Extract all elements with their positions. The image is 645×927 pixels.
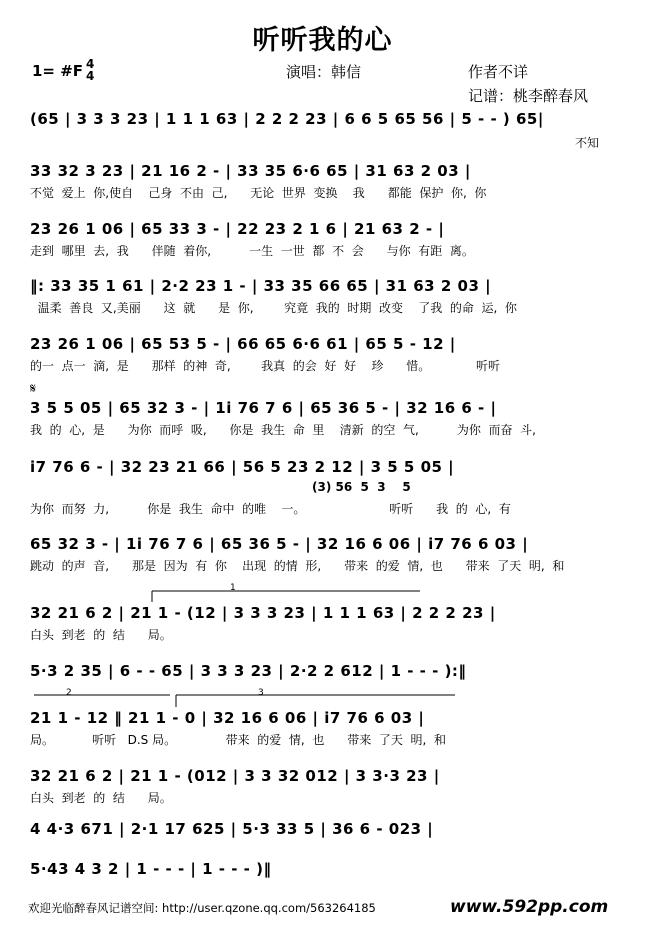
notes-line: ‖: 33 35 1 61 | 2·2 23 1 - | 33 35 66 65 | 31 63 2 03 | bbox=[30, 277, 492, 295]
segno-sign: 𝄋 bbox=[30, 381, 37, 397]
author-credit: 作者不详 bbox=[468, 63, 529, 81]
transcriber-credit: 记谱：桃李醉春风 bbox=[468, 87, 589, 105]
notes-line: 65 32 3 - | 1i 76 7 6 | 65 36 5 - | 32 16 6 06 | i7 76 6 03 | bbox=[30, 535, 529, 553]
notes-line: 4 4·3 671 | 2·1 17 625 | 5·3 33 5 | 36 6 - 023 | bbox=[30, 820, 434, 838]
lyrics-line: 为你 而努 力, 你是 我生 命中 的唯 一。 听听 我 的 心, 有 bbox=[30, 502, 511, 516]
lyrics-line: 温柔 善良 又,美丽 这 就 是 你, 究竟 我的 时期 改变 了我 的命 运, 你 bbox=[30, 301, 517, 315]
meter-bottom: 4 bbox=[86, 69, 95, 83]
volta-3-label: 3 bbox=[258, 688, 264, 698]
lyrics-line: 白头 到老 的 结 局。 bbox=[30, 628, 172, 642]
alternate-notes: (3) 56 5 3 5 bbox=[312, 480, 411, 494]
notes-line: 33 32 3 23 | 21 16 2 - | 33 35 6·6 65 | 31 63 2 03 | bbox=[30, 162, 471, 180]
notes-line: 21 1 - 12 ‖ 21 1 - 0 | 32 16 6 06 | i7 76 6 03 | bbox=[30, 709, 425, 727]
footer-text: 欢迎光临醉春风记谱空间: http://user.qzone.qq.com/563264185 bbox=[28, 901, 376, 915]
notes-line: i7 76 6 - | 32 23 21 66 | 56 5 23 2 12 | 3 5 5 05 | bbox=[30, 458, 455, 476]
notes-line: 3 5 5 05 | 65 32 3 - | 1i 76 7 6 | 65 36 5 - | 32 16 6 - | bbox=[30, 399, 497, 417]
notes-line: (65 | 3 3 3 23 | 1 1 1 63 | 2 2 2 23 | 6 6 5 65 56 | 5 - - ) 65| bbox=[30, 110, 544, 128]
notes-line: 23 26 1 06 | 65 53 5 - | 66 65 6·6 61 | 65 5 - 12 | bbox=[30, 335, 456, 353]
song-title: 听听我的心 bbox=[252, 25, 393, 56]
site-watermark: www.592pp.com bbox=[450, 897, 609, 917]
lyrics-line: 我 的 心, 是 为你 而呼 吸, 你是 我生 命 里 清新 的空 气, 为你 而奋 斗, bbox=[30, 423, 536, 437]
singer-credit: 演唱：韩信 bbox=[286, 63, 362, 81]
notes-line: 32 21 6 2 | 21 1 - (012 | 3 3 32 012 | 3 3·3 23 | bbox=[30, 767, 440, 785]
lyrics-line: 跳动 的声 音, 那是 因为 有 你 出现 的情 形, 带来 的爱 情, 也 带来 了天 明, 和 bbox=[30, 559, 565, 573]
lyrics-line: 不觉 爱上 你,使自 己身 不由 己, 无论 世界 变换 我 都能 保护 你, 你 bbox=[30, 186, 487, 200]
notes-line: 5·43 4 3 2 | 1 - - - | 1 - - - )‖ bbox=[30, 860, 272, 878]
volta-1-label: 1 bbox=[230, 583, 236, 593]
key-signature: 1= #F bbox=[32, 62, 84, 80]
lyrics-line: 的一 点一 滴, 是 那样 的神 奇, 我真 的会 好 好 珍 惜。 听听 bbox=[30, 359, 500, 373]
notes-line: 5·3 2 35 | 6 - - 65 | 3 3 3 23 | 2·2 2 612 | 1 - - - ):‖ bbox=[30, 662, 467, 680]
lyrics-line: 局。 听听 D.S 局。 带来 的爱 情, 也 带来 了天 明, 和 bbox=[30, 733, 446, 747]
volta-2-label: 2 bbox=[66, 688, 72, 698]
lyrics-line: 走到 哪里 去, 我 伴随 着你, 一生 一世 都 不 会 与你 有距 离。 bbox=[30, 244, 474, 258]
notes-line: 23 26 1 06 | 65 33 3 - | 22 23 2 1 6 | 21 63 2 - | bbox=[30, 220, 445, 238]
meter-top: 4 bbox=[86, 57, 95, 71]
lyrics-line: 白头 到老 的 结 局。 bbox=[30, 791, 172, 805]
notes-line: 32 21 6 2 | 21 1 - (12 | 3 3 3 23 | 1 1 1 63 | 2 2 2 23 | bbox=[30, 604, 496, 622]
pickup-lyric: 不知 bbox=[575, 136, 600, 150]
